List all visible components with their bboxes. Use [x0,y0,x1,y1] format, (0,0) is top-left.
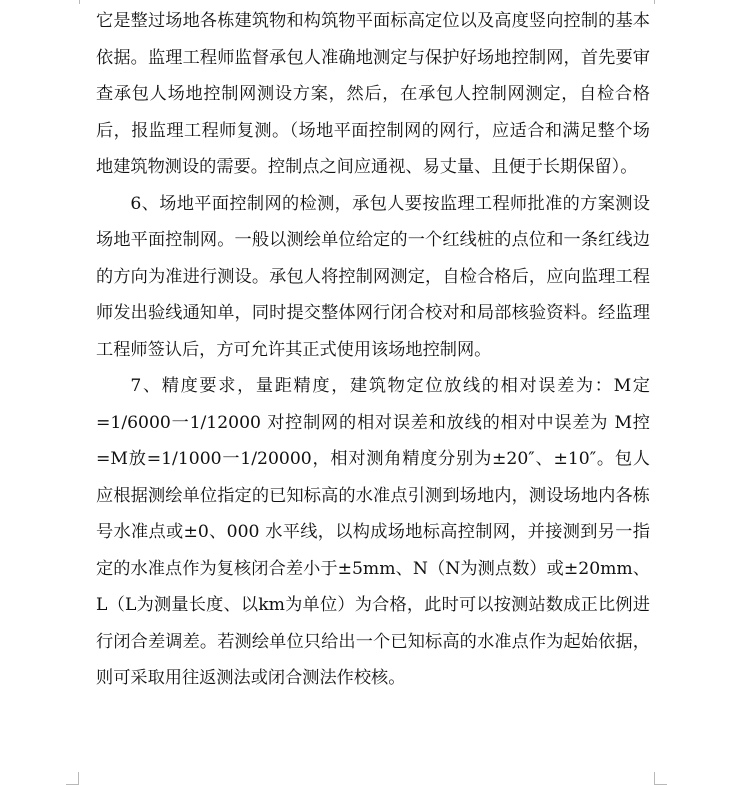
document-body [96,3,650,697]
crop-mark-bottom-right [654,772,667,785]
paragraph-item-7: 7、精度要求，量距精度，建筑物定位放线的相对误差为：M定=1/6000一1/12000 对控制网的相对误差和放线的相对中误差为 M控=M放=1/1000一1/20000，相对测角精度分别为±20″、±10″。包人应根据测绘单位指定的已知标高的水准点引测到场地内，测设场地内各栋号水准点或±0、000 水平线，以构成场地标高控制网，并接测到另一指定的水准点作为复核闭合差小于±5mm、N（N为测点数）或±20mm、L（L为测量长度、以km为单位）为合格，此时可以按测站数成正比例进行闭合差调差。若测绘单位只给出一个已知标高的水准点作为起始依据，则可采取用往返测法或闭合测法作校核。 [96,376,650,688]
crop-mark-bottom-left [66,772,79,785]
paragraph-item-6: 6、场地平面控制网的检测，承包人要按监理工程师批准的方案测设场地平面控制网。一般以测绘单位给定的一个红线桩的点位和一条红线边的方向为准进行测设。承包人将控制网测定，自检合格后，应向监理工程师发出验线通知单，同时提交整体网行闭合校对和局部核验资料。经监理工程师签认后，方可允许其正式使用该场地控制网。 [96,193,650,360]
crop-mark-top-right [654,0,655,4]
crop-mark-top-left [79,0,80,4]
paragraph-continuation: 它是整过场地各栋建筑物和构筑物平面标高定位以及高度竖向控制的基本依据。监理工程师监督承包人准确地测定与保护好场地控制网，首先要审查承包人场地控制网测设方案，然后，在承包人控制网测定，自检合格后，报监理工程师复测。（场地平面控制网的网行，应适合和满足整个场地建筑物测设的需要。控制点之间应通视、易丈量、且便于长期保留）。 [96,11,650,177]
